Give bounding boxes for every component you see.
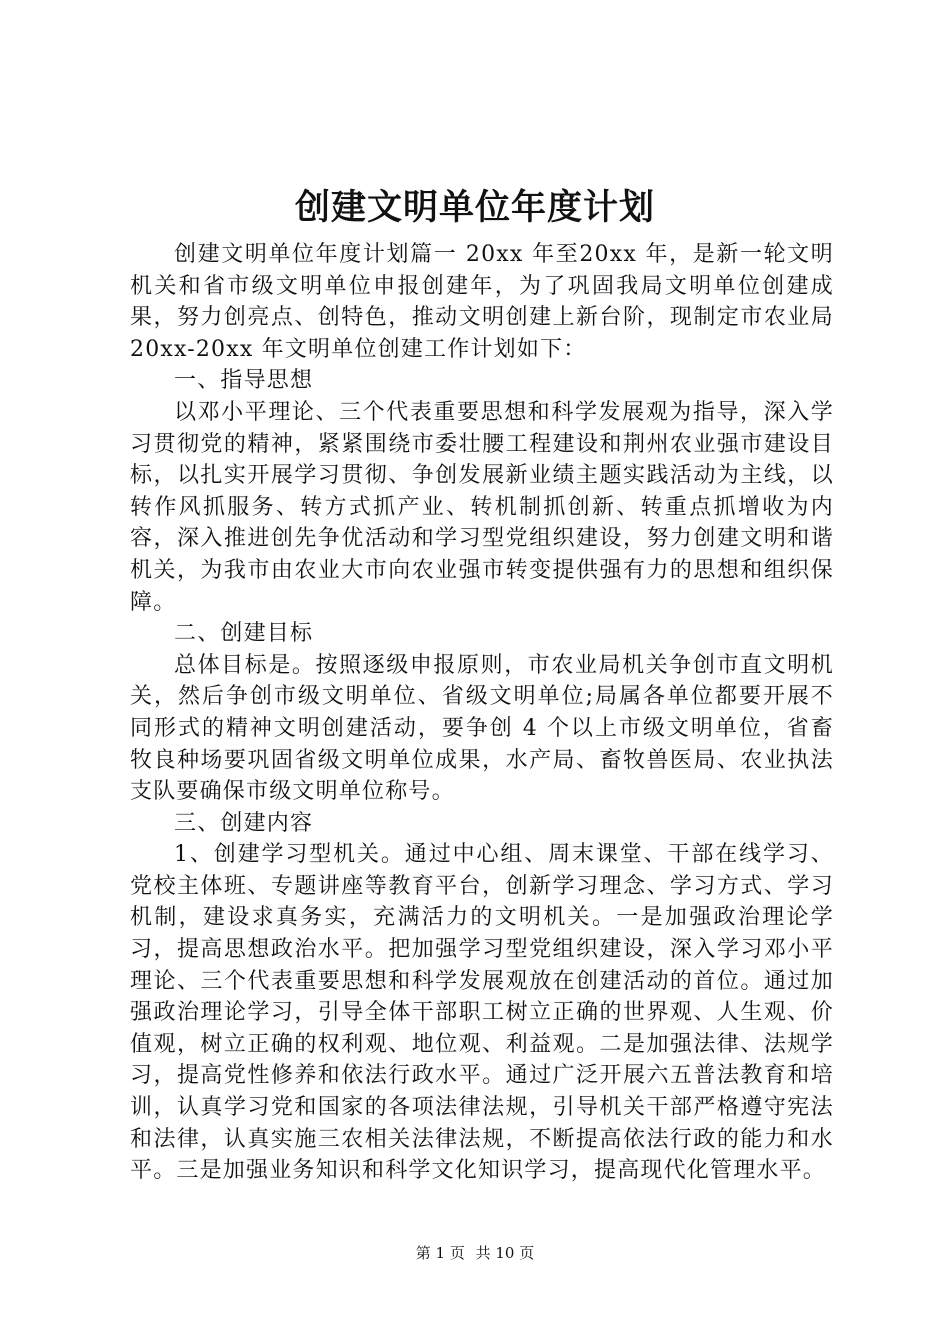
document-title: 创建文明单位年度计划	[294, 187, 655, 228]
section-heading-goals: 二、创建目标	[174, 621, 314, 647]
guiding-ideology-paragraph: 以邓小平理论、三个代表重要思想和科学发展观为指导，深入学习贯彻党的精神，紧紧围绕市委壮腰工程建设和荆州农业强市建设目标，以扎实开展学习贯彻、争创发展新业绩主题实践活动为主线，以转作风抓服务、转方式抓产业、转机制抓创新、转重点抓增收为内容，深入推进创先争优活动和学习型党组织建设，努力创建文明和谐机关，为我市由农业大市向农业强市转变提供强有力的思想和组织保障。	[130, 399, 834, 615]
document-body	[130, 239, 834, 1187]
page-footer	[0, 1243, 950, 1263]
page-total: 共 10 页	[475, 1244, 535, 1262]
content-paragraph: 1、创建学习型机关。通过中心组、周末课堂、干部在线学习、党校主体班、专题讲座等教育平台，创新学习理念、学习方式、学习机制，建设求真务实，充满活力的文明机关。一是加强政治理论学习，提高思想政治水平。把加强学习型党组织建设，深入学习邓小平理论、三个代表重要思想和科学发展观放在创建活动的首位。通过加强政治理论学习，引导全体干部职工树立正确的世界观、人生观、价值观，树立正确的权利观、地位观、利益观。二是加强法律、法规学习，提高党性修养和依法行政水平。通过广泛开展六五普法教育和培训，认真学习党和国家的各项法律法规，引导机关干部严格遵守宪法和法律，认真实施三农相关法律法规，不断提高依法行政的能力和水平。三是加强业务知识和科学文化知识学习，提高现代化管理水平。	[130, 842, 834, 1184]
section-heading-content: 三、创建内容	[174, 810, 314, 836]
intro-paragraph: 创建文明单位年度计划篇一 20xx 年至20xx 年，是新一轮文明机关和省市级文明单位申报创建年，为了巩固我局文明单位创建成果，努力创亮点、创特色，推动文明创建上新台阶，现制定市农业局20xx-20xx 年文明单位创建工作计划如下：	[130, 242, 834, 362]
page-number: 第 1 页	[415, 1244, 465, 1262]
goals-paragraph: 总体目标是。按照逐级申报原则，市农业局机关争创市直文明机关，然后争创市级文明单位、省级文明单位;局属各单位都要开展不同形式的精神文明创建活动，要争创 4 个以上市级文明单位，省畜牧良种场要巩固省级文明单位成果，水产局、畜牧兽医局、农业执法支队要确保市级文明单位称号。	[130, 652, 834, 805]
section-heading-guiding-ideology: 一、指导思想	[174, 368, 314, 394]
